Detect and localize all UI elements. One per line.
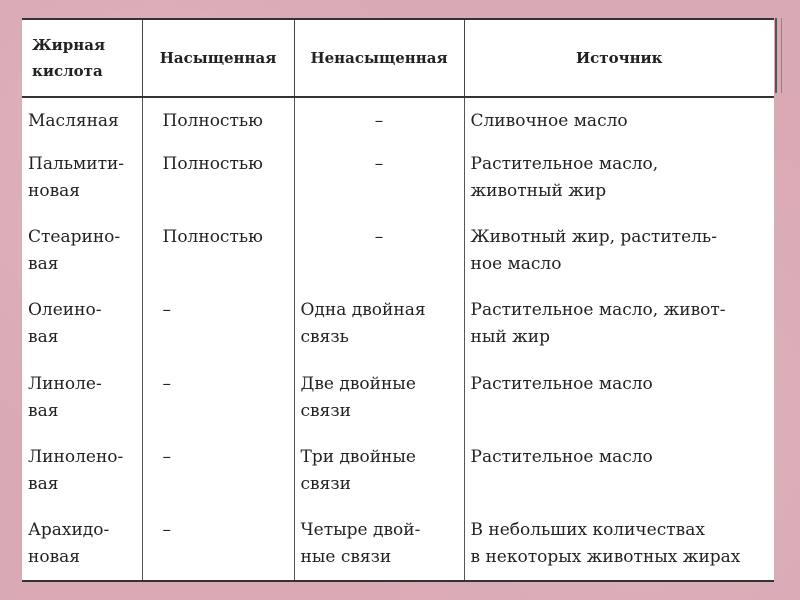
text-line: Сливочное масло [470, 111, 628, 131]
cell-saturated [142, 507, 294, 581]
text-line: ное масло [470, 254, 562, 275]
text-line: вая [28, 473, 59, 494]
cell-source [464, 287, 774, 360]
cell-source [464, 141, 774, 214]
text-line: новая [28, 181, 80, 202]
text-line: – [162, 300, 171, 321]
text-line: Полностью [162, 227, 263, 248]
cell-saturated [142, 434, 294, 507]
table-body [22, 97, 774, 581]
text-line: – [374, 154, 384, 175]
text-line: Три двойные [300, 446, 416, 467]
header-row [22, 19, 774, 97]
text-line: Стеарино- [28, 227, 121, 248]
text-line: вая [28, 254, 59, 275]
cell-saturated [142, 287, 294, 360]
cell-saturated [142, 141, 294, 214]
cell-source [464, 97, 774, 141]
text-line: Две двойные [300, 373, 416, 394]
cell-source [464, 434, 774, 507]
text-line: ный жир [470, 327, 550, 348]
header-unsaturated: Ненасыщенная [294, 19, 464, 97]
text-line: В небольших количествах [470, 519, 705, 540]
cell-saturated [142, 214, 294, 287]
text-line: Животный жир, раститель- [470, 227, 717, 248]
table-row [22, 141, 774, 214]
text-line: Арахидо- [28, 519, 110, 540]
text-line: – [374, 111, 384, 131]
header-fatty-acid [22, 19, 142, 97]
cell-acid [22, 141, 142, 214]
text-line: животный жир [470, 181, 607, 202]
text-line: Полностью [162, 111, 263, 131]
text-line: новая [28, 546, 80, 567]
text-line: Линоле- [28, 373, 102, 394]
text-line: Масляная [28, 111, 119, 131]
cell-acid [22, 507, 142, 581]
text-line: Четыре двой- [300, 519, 421, 540]
table-row [22, 214, 774, 287]
text-line: – [162, 519, 171, 540]
text-line: связь [300, 327, 349, 348]
text-line: связи [300, 473, 351, 494]
cell-unsaturated [294, 214, 464, 287]
header-fatty-acid-line2: кислота [32, 62, 103, 80]
text-line: – [162, 373, 171, 394]
table-row [22, 361, 774, 434]
text-line: Одна двойная [300, 300, 426, 321]
cell-unsaturated [294, 287, 464, 360]
text-line: вая [28, 400, 59, 421]
table-row [22, 434, 774, 507]
text-line: Растительное масло, [470, 154, 659, 175]
cell-unsaturated [294, 507, 464, 581]
text-line: ные связи [300, 546, 392, 567]
cell-source [464, 507, 774, 581]
cell-unsaturated [294, 141, 464, 214]
text-line: Растительное масло [470, 373, 653, 394]
text-line: Растительное масло, живот- [470, 300, 726, 321]
text-line: вая [28, 327, 59, 348]
fatty-acids-table [22, 18, 774, 582]
table-row [22, 507, 774, 581]
text-line: Полностью [162, 154, 263, 175]
text-line: связи [300, 400, 351, 421]
cell-acid [22, 434, 142, 507]
text-line: в некоторых животных жирах [470, 546, 741, 567]
text-line: – [374, 227, 384, 248]
text-line: Олеино- [28, 300, 102, 321]
cell-acid [22, 361, 142, 434]
slide-sheet [22, 18, 774, 582]
table-row [22, 97, 774, 141]
header-source: Источник [464, 19, 774, 97]
header-fatty-acid-line1: Жирная [32, 36, 106, 54]
table-row [22, 287, 774, 360]
text-line: Пальмити- [28, 154, 125, 175]
cell-unsaturated [294, 434, 464, 507]
cell-acid [22, 214, 142, 287]
header-saturated: Насыщенная [142, 19, 294, 97]
text-line: Растительное масло [470, 446, 653, 467]
cell-source [464, 214, 774, 287]
cell-saturated [142, 361, 294, 434]
cell-unsaturated [294, 361, 464, 434]
text-line: Линолено- [28, 446, 124, 467]
cell-acid [22, 97, 142, 141]
cell-source [464, 361, 774, 434]
cell-unsaturated [294, 97, 464, 141]
text-line: – [162, 446, 171, 467]
cell-acid [22, 287, 142, 360]
cell-saturated [142, 97, 294, 141]
